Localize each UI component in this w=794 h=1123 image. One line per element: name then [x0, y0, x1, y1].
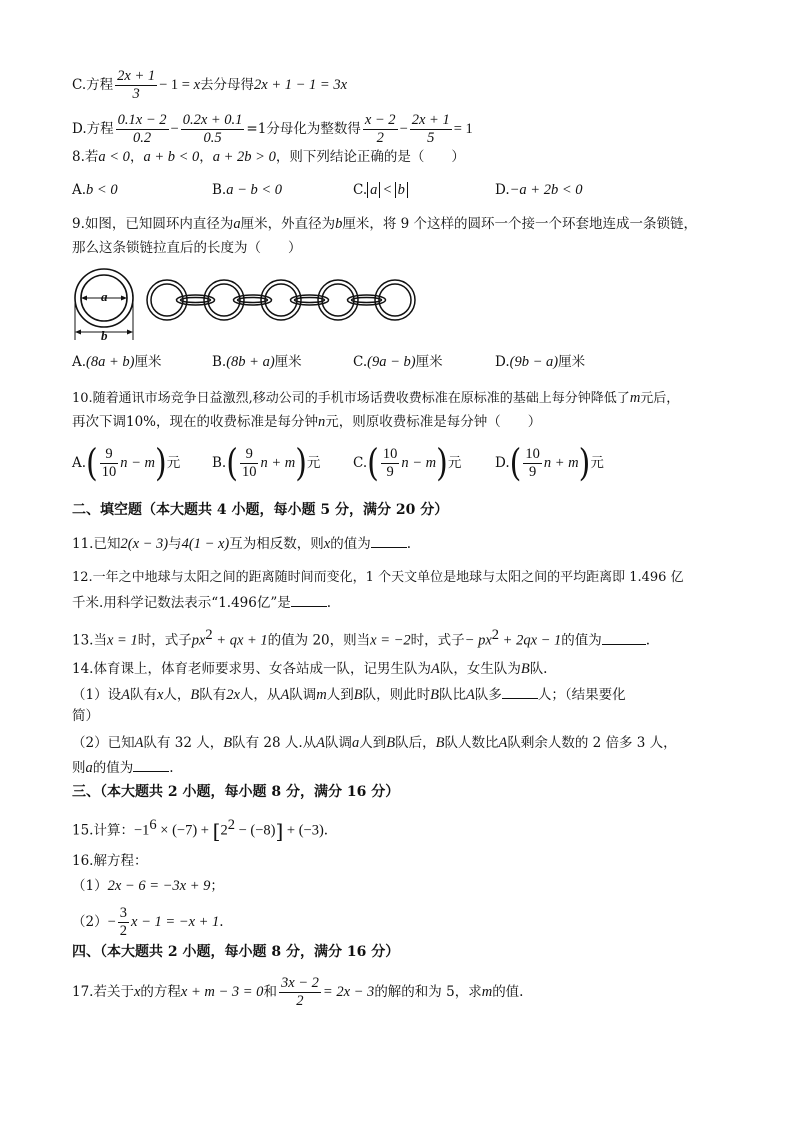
chain-ring-figure	[66, 266, 426, 344]
answer-blank[interactable]	[291, 592, 327, 607]
q10-option-d[interactable]: D.( $\frac{10}{9}$ n + m)元	[495, 441, 604, 485]
question-12-line-1: 12.一年之中地球与太阳之间的距离随时间而变化，1 个天文单位是地球与太阳之间的平均距离即 1.496 亿	[72, 570, 684, 585]
question-14-stem: 14.体育课上，体育老师要求男、女各站成一队，记男生队为A队，女生队为B队.	[72, 661, 548, 677]
question-12-line-2: 千米.用科学记数法表示“1.496亿”是 .	[72, 592, 331, 613]
answer-blank[interactable]	[371, 533, 407, 548]
fraction: $\frac{2x + 1}{5}$	[411, 112, 450, 146]
question-17: 17.若关于x的方程x + m − 3 = 0和 $\frac{3x - 2}{2}$ = 2x − 3的解的和为 5，求m的值.	[72, 975, 524, 1009]
answer-blank[interactable]	[133, 757, 169, 772]
q8-option-a[interactable]: A.b < 0	[72, 182, 118, 198]
ring-label-b: b	[101, 328, 108, 343]
answer-blank[interactable]	[502, 684, 538, 699]
q10-option-c[interactable]: C.( $\frac{10}{9}$ n − m)元	[353, 441, 462, 485]
question-14-part-2-cont: 则a的值为 .	[72, 757, 174, 778]
question-14-part-1-cont: 简）	[72, 708, 99, 724]
answer-blank[interactable]	[602, 630, 646, 645]
question-15: 15.计算：$-1^6 \times (-7) + [2^2 - (-8)] + (-3)$.	[72, 817, 329, 843]
chain-of-rings	[147, 280, 415, 320]
fraction: $\frac{2x + 1}{3}$	[117, 68, 156, 102]
q9-option-c[interactable]: C.(9a − b)厘米	[353, 354, 443, 370]
fraction: $\frac{0.2x + 0.1}{0.5}$	[182, 112, 243, 146]
section-4-heading: 四、（本大题共 2 小题，每小题 8 分，满分 16 分）	[72, 944, 400, 960]
question-8-stem: 8.若a < 0，a + b < 0，a + 2b > 0，则下列结论正确的是（ ）	[72, 149, 465, 165]
q9-option-d[interactable]: D.(9b − a)厘米	[495, 354, 586, 370]
question-16-title: 16.解方程：	[72, 853, 148, 869]
question-16-part-2: （2）− $\frac{3}{2}$ x − 1 = −x + 1.	[72, 905, 224, 939]
question-10-line-1: 10.随着通讯市场竞争日益激烈,移动公司的手机市场话费收费标准在原标准的基础上每分钟降低了m元后，	[72, 390, 680, 406]
question-14-part-1: （1）设A队有x人，B队有2x人，从A队调m人到B队，则此时B队比A队多 人；（结果要化	[72, 684, 626, 705]
section-3-heading: 三、（本大题共 2 小题，每小题 8 分，满分 16 分）	[72, 784, 400, 800]
q10-option-b[interactable]: B.( $\frac{9}{10}$ n + m)元	[212, 441, 321, 485]
fraction: $\frac{x - 2}{2}$	[364, 112, 396, 146]
question-13: 13.当x = 1时，式子$px^2$ + qx + 1的值为 20，则当x = −2时，式子− $px^2 + 2qx - 1$的值为 .	[72, 627, 651, 649]
fraction: $\frac{0.1x - 2}{0.2}$	[117, 112, 167, 146]
q8-option-d[interactable]: D.−a + 2b < 0	[495, 182, 583, 198]
option-c-line: C.方程 $\frac{2x + 1}{3}$ − 1 = x去分母得2x + 1 − 1 = 3x	[72, 68, 348, 102]
question-11: 11.已知2(x − 3)与4(1 − x)互为相反数，则x的值为 .	[72, 533, 411, 554]
ring-label-a: a	[101, 289, 108, 304]
q9-option-b[interactable]: B.(8b + a)厘米	[212, 354, 302, 370]
question-14-part-2: （2）已知A队有 32 人，B队有 28 人.从A队调a人到B队后，B队人数比A队剩余人数的 2 倍多 3 人，	[72, 735, 677, 751]
question-16-part-1: （1）2x − 6 = −3x + 9；	[72, 878, 224, 894]
option-d-line: D.方程 $\frac{0.1x - 2}{0.2}$ − $\frac{0.2x + 0.1}{0.5}$ =1分母化为整数得 $\frac{x - 2}{2}$ − $\frac{2x + 1}{5}$ = 1	[72, 112, 473, 146]
q8-option-c[interactable]: C. a < b	[353, 180, 408, 200]
question-10-line-2: 再次下调10%，现在的收费标准是每分钟n元，则原收费标准是每分钟（ ）	[72, 414, 542, 430]
q10-option-a[interactable]: A.( $\frac{9}{10}$ n − m)元	[72, 441, 181, 485]
question-9-line-2: 那么这条锁链拉直后的长度为（ ）	[72, 240, 302, 256]
question-9-line-1: 9.如图，已知圆环内直径为a厘米，外直径为b厘米，将 9 个这样的圆环一个接一个环套地连成一条锁链，	[72, 216, 698, 232]
section-2-heading: 二、填空题（本大题共 4 小题，每小题 5 分，满分 20 分）	[72, 502, 449, 518]
q8-option-b[interactable]: B.a − b < 0	[212, 182, 283, 198]
q9-option-a[interactable]: A.(8a + b)厘米	[72, 354, 162, 370]
